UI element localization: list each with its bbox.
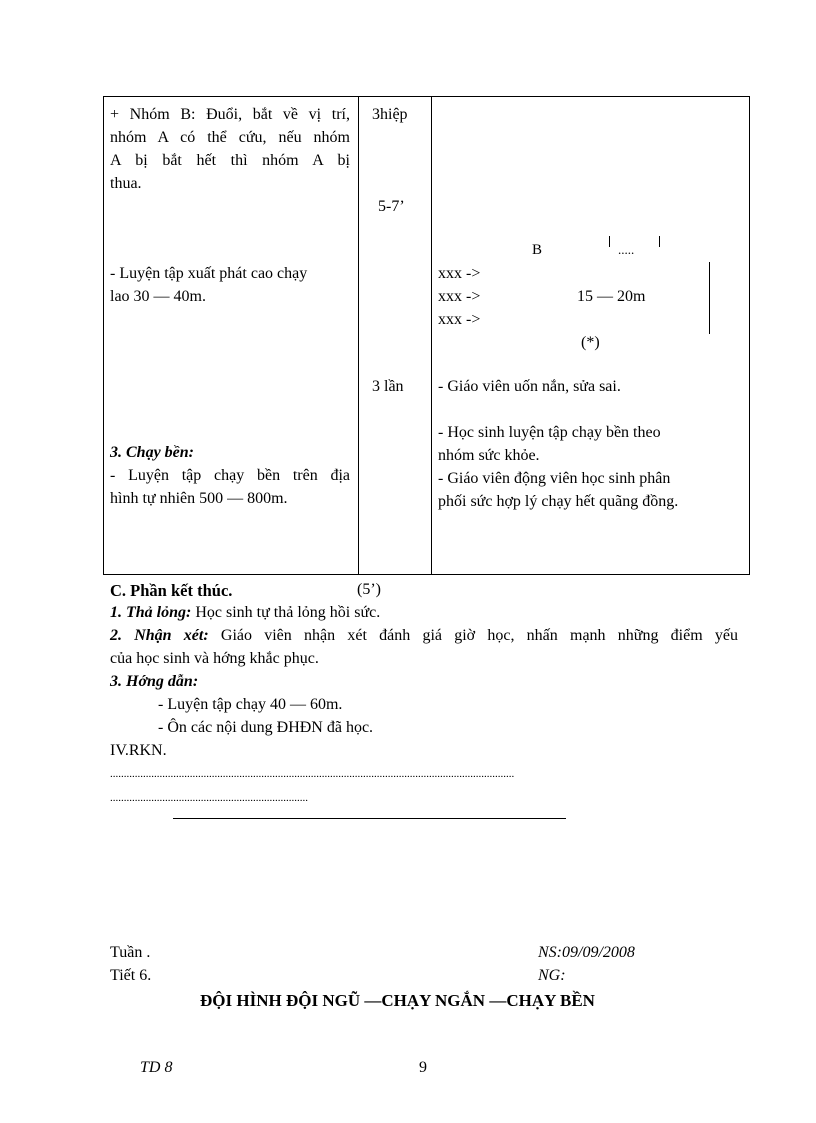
luyen-tap-line-2: lao 30 — 40m. (110, 288, 206, 305)
tha-long-text: Học sinh tự thả lỏng hồi sức. (191, 604, 381, 621)
b-label: B (532, 242, 543, 258)
nhan-xet-line (110, 627, 738, 645)
diagram-tick-right (659, 236, 660, 247)
time-value: 5-7’ (378, 198, 405, 215)
lesson-title: ĐỘI HÌNH ĐỘI NGŨ —CHẠY NGẮN —CHẠY BỀN (200, 991, 595, 1010)
hs-chay-ben-2: nhóm sức khỏe. (438, 447, 540, 464)
separator-line (173, 818, 566, 819)
nhom-b-line-3: A bị bắt hết thì nhóm A bị (110, 152, 350, 169)
column-divider-2 (431, 97, 432, 574)
tuan-label: Tuần . (110, 944, 151, 961)
column-divider-1 (358, 97, 359, 574)
nhom-b-line-2: nhóm A có thể cứu, nếu nhóm (110, 129, 350, 146)
ng-date: NG: (538, 967, 566, 984)
huong-dan-item-1: - Luyện tập chạy 40 — 60m. (158, 696, 343, 713)
ns-date: NS:09/09/2008 (538, 944, 635, 961)
chay-ben-title: 3. Chạy bền: (110, 444, 194, 461)
tha-long-label: 1. Thả lỏng: (110, 604, 192, 621)
lan-value: 3 lần (372, 378, 404, 395)
distance-label: 15 — 20m (577, 288, 646, 305)
chay-ben-line-2: hình tự nhiên 500 — 800m. (110, 490, 288, 507)
huong-dan-item-2: - Ôn các nội dung ĐHĐN đã học. (158, 719, 374, 736)
rkn-label: IV.RKN. (110, 742, 167, 759)
ket-thuc-title: C. Phần kết thúc. (110, 581, 233, 600)
nhom-b-line-1: + Nhóm B: Đuổi, bắt về vị trí, (110, 106, 350, 123)
huong-dan-label: 3. Hớng dẫn: (110, 673, 199, 690)
lesson-table (103, 96, 750, 575)
runner-row-1: xxx -> (438, 265, 481, 282)
tiet-label: Tiết 6. (110, 967, 152, 984)
page-number: 9 (419, 1059, 427, 1076)
tha-long-line (110, 604, 380, 622)
runner-row-3: xxx -> (438, 311, 481, 328)
chay-ben-line-1: - Luyện tập chạy bền trên địa (110, 467, 350, 484)
nhom-b-line-4: thua. (110, 175, 142, 192)
nhan-xet-label: 2. Nhận xét: (110, 627, 209, 644)
footer-subject: TD 8 (140, 1059, 173, 1076)
nhan-xet-line-2: của học sinh và hớng khắc phục. (110, 650, 319, 667)
gv-dong-vien-2: phối sức hợp lý chạy hết quãng đồng. (438, 493, 679, 510)
dotted-line-1: ................................................................................................................................................... (110, 768, 515, 780)
luyen-tap-line-1: - Luyện tập xuất phát cao chạy (110, 265, 308, 282)
nhan-xet-text: Giáo viên nhận xét đánh giá giờ học, nhấn mạnh những điểm yếu (208, 627, 738, 644)
teacher-marker: (*) (581, 334, 600, 351)
hs-chay-ben-1: - Học sinh luyện tập chạy bền theo (438, 424, 661, 441)
finish-line (709, 262, 710, 334)
gv-sua-sai: - Giáo viên uốn nắn, sửa sai. (438, 378, 621, 395)
diagram-tick-left (609, 236, 610, 247)
runner-row-2: xxx -> (438, 288, 481, 305)
diagram-dots: ..... (618, 242, 635, 257)
gv-dong-vien-1: - Giáo viên động viên học sinh phân (438, 470, 671, 487)
ket-thuc-time: (5’) (357, 581, 381, 598)
hiep-value: 3hiệp (372, 106, 408, 123)
dotted-line-2: ........................................................................ (110, 792, 308, 804)
